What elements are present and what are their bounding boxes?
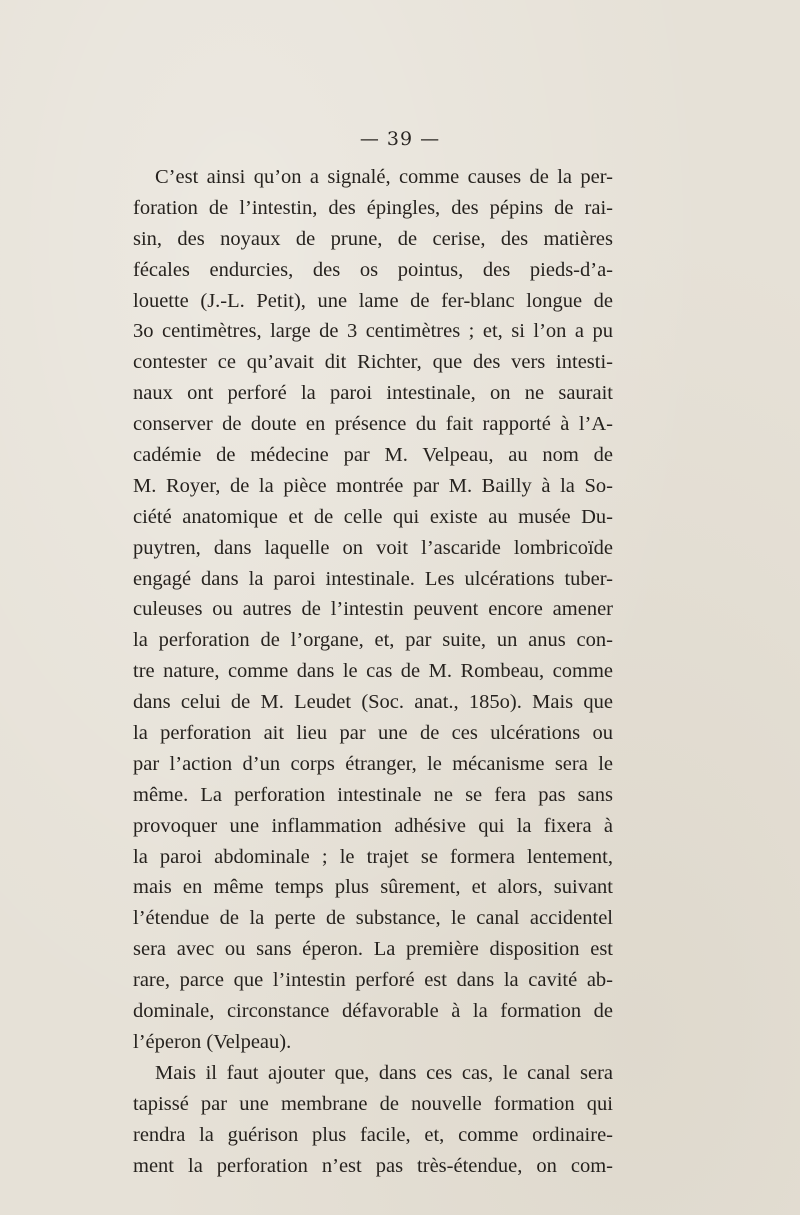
text-line: puytren, dans laquelle on voit l’ascaride lombricoïde: [133, 536, 613, 559]
text-line: culeuses ou autres de l’intestin peuvent encore amener: [133, 598, 613, 621]
text-line: sin, des noyaux de prune, de cerise, des matières: [133, 227, 613, 250]
text-line: Mais il faut ajouter que, dans ces cas, le canal sera: [155, 1061, 613, 1084]
text-line: la perforation ait lieu par une de ces ulcérations ou: [133, 722, 613, 745]
text-line: rendra la guérison plus facile, et, comme ordinaire-: [133, 1123, 613, 1146]
text-line: louette (J.-L. Petit), une lame de fer-blanc longue de: [133, 289, 613, 312]
text-line: l’éperon (Velpeau).: [133, 1030, 292, 1053]
page-number: — 39 —: [359, 128, 441, 150]
text-line: ment la perforation n’est pas très-étendue, on com-: [133, 1154, 613, 1177]
body-text: [133, 162, 613, 1181]
text-line: engagé dans la paroi intestinale. Les ulcérations tuber-: [133, 567, 613, 590]
text-line: dans celui de M. Leudet (Soc. anat., 185o). Mais que: [133, 691, 613, 714]
text-line: sera avec ou sans éperon. La première disposition est: [133, 938, 613, 961]
text-line: la perforation de l’organe, et, par suite, un anus con-: [133, 629, 613, 652]
text-line: cadémie de médecine par M. Velpeau, au nom de: [133, 444, 613, 467]
text-line: tapissé par une membrane de nouvelle formation qui: [133, 1092, 613, 1115]
text-line: contester ce qu’avait dit Richter, que des vers intesti-: [133, 351, 613, 374]
text-line: C’est ainsi qu’on a signalé, comme causes de la per-: [155, 166, 613, 188]
text-line: rare, parce que l’intestin perforé est dans la cavité ab-: [133, 969, 613, 992]
text-line: l’étendue de la perte de substance, le canal accidentel: [133, 907, 613, 930]
text-line: dominale, circonstance défavorable à la formation de: [133, 1000, 613, 1023]
text-line: M. Royer, de la pièce montrée par M. Bailly à la So-: [133, 474, 613, 497]
text-line: 3o centimètres, large de 3 centimètres ; et, si l’on a pu: [133, 320, 613, 343]
text-line: mais en même temps plus sûrement, et alors, suivant: [133, 876, 613, 899]
text-line: provoquer une inflammation adhésive qui la fixera à: [133, 814, 613, 837]
text-line: foration de l’intestin, des épingles, des pépins de rai-: [133, 196, 613, 219]
text-line: ciété anatomique et de celle qui existe au musée Du-: [133, 505, 613, 528]
text-line: fécales endurcies, des os pointus, des pieds-d’a-: [133, 258, 613, 281]
text-line: conserver de doute en présence du fait rapporté à l’A-: [133, 413, 613, 436]
text-line: la paroi abdominale ; le trajet se formera lentement,: [133, 845, 613, 868]
text-line: tre nature, comme dans le cas de M. Rombeau, comme: [133, 660, 613, 683]
text-line: par l’action d’un corps étranger, le mécanisme sera le: [133, 752, 613, 775]
text-line: même. La perforation intestinale ne se fera pas sans: [133, 783, 613, 806]
text-line: naux ont perforé la paroi intestinale, on ne saurait: [133, 382, 613, 405]
